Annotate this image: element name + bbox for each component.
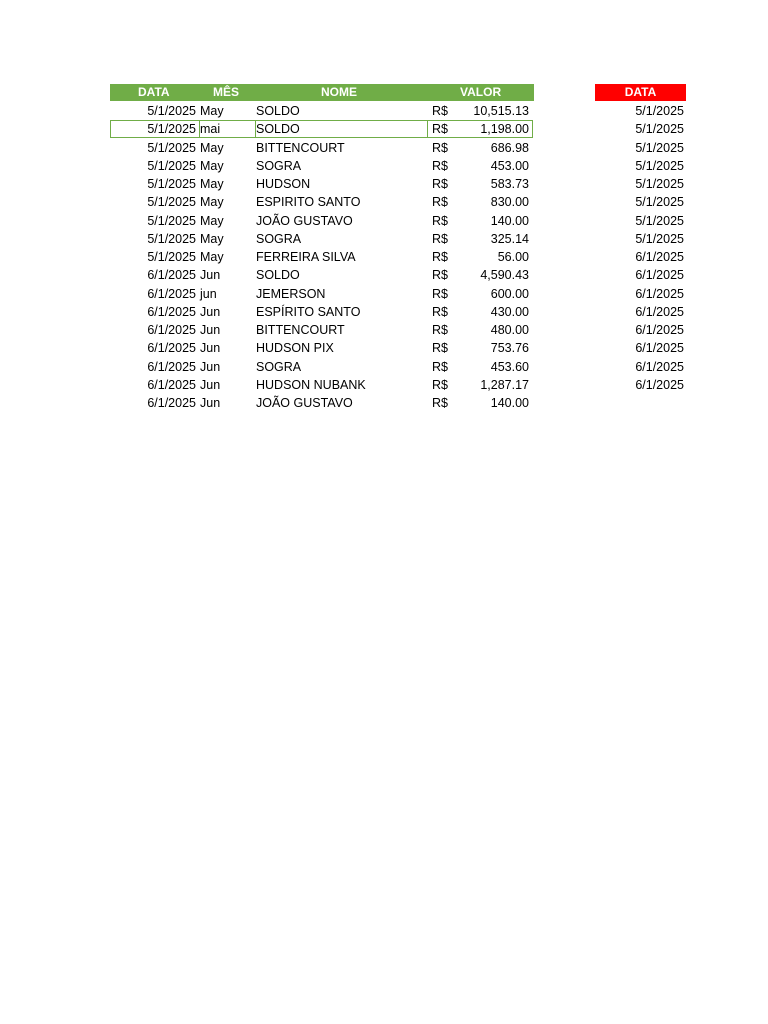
cell-mes[interactable]: May	[200, 140, 224, 155]
side-table-row	[0, 248, 700, 266]
cell-side-data[interactable]: 5/1/2025	[635, 177, 684, 191]
cell-nome[interactable]: HUDSON	[256, 177, 311, 191]
cell-side-data[interactable]: 6/1/2025	[635, 268, 684, 283]
cell-valor[interactable]: 480.00	[490, 323, 529, 337]
cell-nome[interactable]: SOLDO	[256, 104, 300, 118]
side-table-row	[0, 266, 700, 284]
cell-mes[interactable]: Jun	[200, 323, 221, 337]
cell-nome[interactable]: SOGRA	[256, 158, 302, 173]
cell-mes[interactable]: jun	[200, 286, 217, 301]
cell-data[interactable]: 5/1/2025	[147, 250, 196, 264]
cell-nome[interactable]: ESPÍRITO SANTO	[256, 304, 361, 319]
cell-mes[interactable]: May	[200, 104, 224, 118]
cell-currency[interactable]: R$	[432, 323, 448, 337]
header-nome[interactable]: NOME	[321, 85, 357, 99]
cell-data[interactable]: 5/1/2025	[147, 213, 196, 228]
cell-currency[interactable]: R$	[432, 213, 448, 228]
cell-nome[interactable]: ESPIRITO SANTO	[256, 195, 361, 210]
cell-side-data[interactable]: 6/1/2025	[635, 286, 684, 301]
cell-data[interactable]: 5/1/2025	[147, 231, 196, 246]
cell-valor[interactable]: 4,590.43	[480, 268, 529, 283]
cell-data[interactable]: 6/1/2025	[147, 396, 196, 410]
side-table-row	[0, 339, 700, 357]
cell-valor[interactable]: 56.00	[497, 250, 529, 264]
cell-currency[interactable]: R$	[432, 104, 448, 118]
cell-data[interactable]: 5/1/2025	[147, 195, 196, 210]
cell-data[interactable]: 5/1/2025	[147, 104, 196, 118]
cell-valor[interactable]: 140.00	[490, 213, 529, 228]
cell-valor[interactable]: 453.60	[490, 359, 529, 374]
cell-valor[interactable]: 830.00	[490, 195, 529, 210]
cell-currency[interactable]: R$	[432, 268, 448, 283]
side-table-row	[0, 139, 700, 157]
cell-valor[interactable]: 583.73	[490, 177, 529, 191]
cell-valor[interactable]: 10,515.13	[473, 104, 529, 118]
cell-side-data[interactable]: 6/1/2025	[635, 304, 684, 319]
cell-currency[interactable]: R$	[432, 377, 448, 392]
cell-data[interactable]: 6/1/2025	[147, 286, 196, 301]
cell-mes[interactable]: May	[200, 250, 224, 264]
cell-valor[interactable]: 430.00	[490, 304, 529, 319]
cell-nome[interactable]: JOÃO GUSTAVO	[256, 396, 353, 410]
cell-side-data[interactable]: 6/1/2025	[635, 323, 684, 337]
cell-currency[interactable]: R$	[432, 396, 448, 410]
cell-mes[interactable]: May	[200, 158, 224, 173]
cell-currency[interactable]: R$	[432, 286, 448, 301]
cell-mes[interactable]: Jun	[200, 341, 221, 356]
cell-data[interactable]: 5/1/2025	[147, 122, 196, 137]
side-table-row	[0, 175, 700, 193]
cell-nome[interactable]: HUDSON NUBANK	[256, 377, 366, 392]
cell-mes[interactable]: Jun	[200, 396, 221, 410]
cell-nome[interactable]: FERREIRA SILVA	[256, 250, 356, 264]
table-row	[0, 394, 540, 412]
side-table-row	[0, 193, 700, 211]
cell-side-data[interactable]: 5/1/2025	[635, 195, 684, 210]
cell-nome[interactable]: JOÃO GUSTAVO	[256, 213, 353, 228]
cell-valor[interactable]: 686.98	[490, 140, 529, 155]
cell-currency[interactable]: R$	[432, 341, 448, 356]
main-table-header	[110, 84, 534, 101]
cell-side-data[interactable]: 5/1/2025	[635, 231, 684, 246]
cell-currency[interactable]: R$	[432, 250, 448, 264]
side-table-row	[0, 120, 700, 138]
cell-nome[interactable]: SOGRA	[256, 359, 302, 374]
cell-data[interactable]: 6/1/2025	[147, 341, 196, 356]
header-data[interactable]: DATA	[138, 85, 170, 99]
cell-side-data[interactable]: 6/1/2025	[635, 341, 684, 356]
header-mes[interactable]: MÊS	[213, 85, 240, 99]
cell-nome[interactable]: SOGRA	[256, 231, 302, 246]
cell-nome[interactable]: HUDSON PIX	[256, 341, 334, 356]
side-table-row	[0, 212, 700, 230]
cell-nome[interactable]: JEMERSON	[256, 286, 326, 301]
cell-data[interactable]: 5/1/2025	[147, 177, 196, 191]
cell-valor[interactable]: 325.14	[490, 231, 529, 246]
cell-valor[interactable]: 1,198.00	[480, 122, 529, 137]
side-table-row	[0, 376, 700, 394]
cell-valor[interactable]: 453.00	[490, 158, 529, 173]
cell-data[interactable]: 5/1/2025	[147, 140, 196, 155]
cell-currency[interactable]: R$	[432, 304, 448, 319]
side-table-row	[0, 321, 700, 339]
cell-side-data[interactable]: 5/1/2025	[635, 140, 684, 155]
side-table-header[interactable]: DATA	[595, 84, 686, 101]
cell-mes[interactable]: Jun	[200, 377, 221, 392]
cell-valor[interactable]: 753.76	[490, 341, 529, 356]
cell-mes[interactable]: May	[200, 177, 224, 191]
cell-valor[interactable]: 140.00	[490, 396, 529, 410]
cell-nome[interactable]: SOLDO	[256, 268, 300, 283]
cell-side-data[interactable]: 5/1/2025	[635, 122, 684, 137]
side-table-row	[0, 303, 700, 321]
side-table-row	[0, 285, 700, 303]
header-valor[interactable]: VALOR	[460, 85, 502, 99]
cell-currency[interactable]: R$	[432, 122, 448, 137]
cell-valor[interactable]: 1,287.17	[480, 377, 529, 392]
side-table-row	[0, 102, 700, 120]
cell-side-data[interactable]: 5/1/2025	[635, 104, 684, 118]
cell-currency[interactable]: R$	[432, 158, 448, 173]
cell-data[interactable]: 6/1/2025	[147, 304, 196, 319]
cell-nome[interactable]: SOLDO	[256, 122, 300, 137]
cell-mes[interactable]: Jun	[200, 359, 221, 374]
cell-side-data[interactable]: 5/1/2025	[635, 213, 684, 228]
side-table-row	[0, 358, 700, 376]
cell-data[interactable]: 6/1/2025	[147, 268, 196, 283]
cell-currency[interactable]: R$	[432, 140, 448, 155]
cell-mes[interactable]: Jun	[200, 268, 221, 283]
cell-data[interactable]: 5/1/2025	[147, 158, 196, 173]
cell-side-data[interactable]: 6/1/2025	[635, 250, 684, 264]
cell-data[interactable]: 6/1/2025	[147, 323, 196, 337]
side-table-row	[0, 230, 700, 248]
cell-currency[interactable]: R$	[432, 177, 448, 191]
cell-valor[interactable]: 600.00	[490, 286, 529, 301]
side-table-row	[0, 157, 700, 175]
cell-mes[interactable]: Jun	[200, 304, 221, 319]
cell-nome[interactable]: BITTENCOURT	[256, 323, 345, 337]
cell-mes[interactable]: mai	[200, 122, 221, 137]
cell-side-data[interactable]: 5/1/2025	[635, 158, 684, 173]
cell-currency[interactable]: R$	[432, 195, 448, 210]
cell-nome[interactable]: BITTENCOURT	[256, 140, 345, 155]
cell-mes[interactable]: May	[200, 213, 224, 228]
cell-mes[interactable]: May	[200, 231, 224, 246]
cell-side-data[interactable]: 6/1/2025	[635, 359, 684, 374]
cell-side-data[interactable]: 6/1/2025	[635, 377, 684, 392]
cell-currency[interactable]: R$	[432, 231, 448, 246]
cell-data[interactable]: 6/1/2025	[147, 359, 196, 374]
cell-currency[interactable]: R$	[432, 359, 448, 374]
cell-mes[interactable]: May	[200, 195, 224, 210]
cell-data[interactable]: 6/1/2025	[147, 377, 196, 392]
